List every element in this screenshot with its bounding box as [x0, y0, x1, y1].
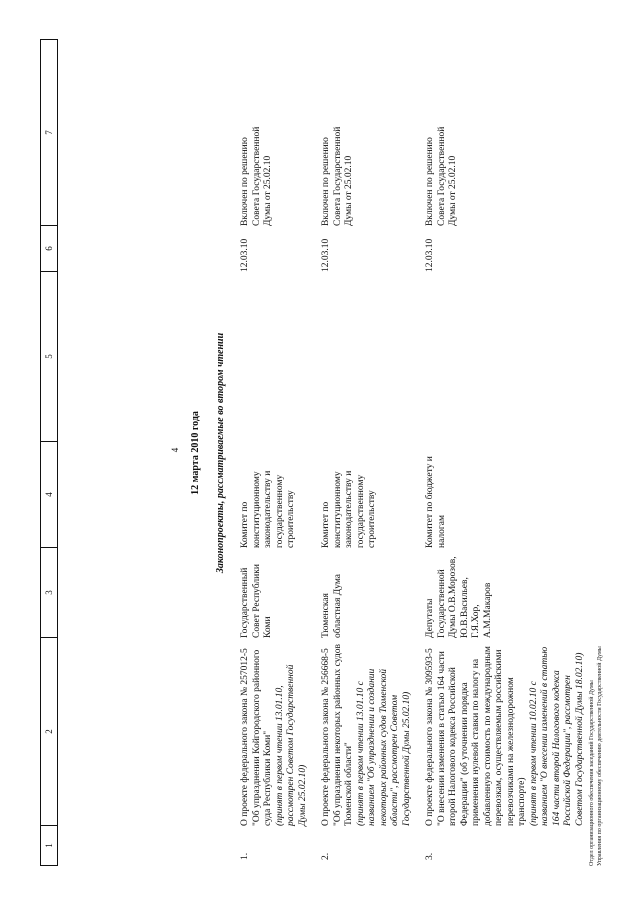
- column-number: 2: [41, 638, 58, 826]
- bill-author: Тюменская областная Дума: [321, 574, 343, 638]
- bill-author: Государственный Совет Республики Коми: [240, 564, 273, 638]
- bill-title: О проекте федерального закона № 309593-5 "О внесении изменения в статью 164 части второй Налогового кодекса Российской Федерации" (об уточнении порядка применения нулевой ставки по налогу на добавленную стоимость по международным перевозкам, осуществляемым российскими перевозчиками на железнодорожном транспорте): [425, 646, 527, 826]
- table-row: [321, 40, 413, 866]
- bill-status: Включен по решению Совета Государственной Думы от 25.02.10: [240, 126, 273, 226]
- column-number: 1: [41, 826, 58, 866]
- rotated-content: [20, 20, 620, 880]
- column-number: 4: [41, 442, 58, 548]
- footer-line: Отдел организационного обеспечения заседаний Государственной Думы: [589, 680, 595, 866]
- section-title: Законопроекты, рассматриваемые во втором чтении: [215, 332, 226, 574]
- bill-committee: Комитет по конституционному законодательству и государственному строительству: [321, 470, 377, 548]
- table-row: [240, 40, 309, 866]
- bill-title-cell: [240, 638, 309, 826]
- table-row: [425, 40, 586, 866]
- bill-author: Депутаты Государственной Думы О.В.Морозов, Ю.В.Васильев, Г.Я.Хор, А.М.Макаров: [425, 556, 493, 638]
- bill-note: (принят в первом чтении 13.01.10, рассмотрен Советом Государственной Думы 25.02.10): [274, 664, 308, 826]
- row-number: 3.: [425, 852, 435, 860]
- bill-committee: Комитет по бюджету и налогам: [425, 456, 447, 548]
- column-number: 7: [41, 40, 58, 226]
- bill-title-cell: [321, 638, 413, 826]
- bill-status: Включен по решению Совета Государственной Думы от 25.02.10: [425, 126, 458, 226]
- footer-line: Управления по организационному обеспечению деятельности Государственной Думы: [597, 646, 603, 866]
- column-number-header: [40, 39, 58, 866]
- bill-date: 12.03.10: [321, 238, 331, 272]
- footer: [588, 646, 604, 866]
- bill-note: (принят в первом чтении 10.02.10 с названием "О внесении изменений в статью 164 части второй Налогового кодекса Российской Федерации", рассмотрен Советом Государственной Думы 18.02.10): [528, 646, 585, 826]
- row-number: 2.: [321, 852, 331, 860]
- bill-title: О проекте федерального закона № 256668-5 "Об упразднении некоторых районных судов Тюменской области": [321, 644, 354, 826]
- bill-note: (принят в первом чтении 13.01.10 с названием "Об упразднении и создании некоторых районных судов Тюменской области", рассмотрен Советом Государственной Думы 25.02.10): [355, 668, 412, 826]
- bill-date: 12.03.10: [240, 238, 250, 272]
- date-title: 12 марта 2010 года: [190, 411, 201, 495]
- bill-date: 12.03.10: [425, 238, 435, 272]
- bill-committee: Комитет по конституционному законодательству и государственному строительству: [240, 470, 296, 548]
- column-number: 3: [41, 548, 58, 638]
- bill-list: [240, 40, 598, 866]
- bill-title: О проекте федерального закона № 257012-5 "Об упразднении Койгородского районного суда Республики Коми": [240, 648, 273, 826]
- column-number: 5: [41, 272, 58, 442]
- bill-status: Включен по решению Совета Государственной Думы от 25.02.10: [321, 126, 354, 226]
- page-number: 4: [170, 447, 180, 453]
- bill-title-cell: [425, 638, 586, 826]
- row-number: 1.: [240, 852, 250, 860]
- column-number: 6: [41, 226, 58, 272]
